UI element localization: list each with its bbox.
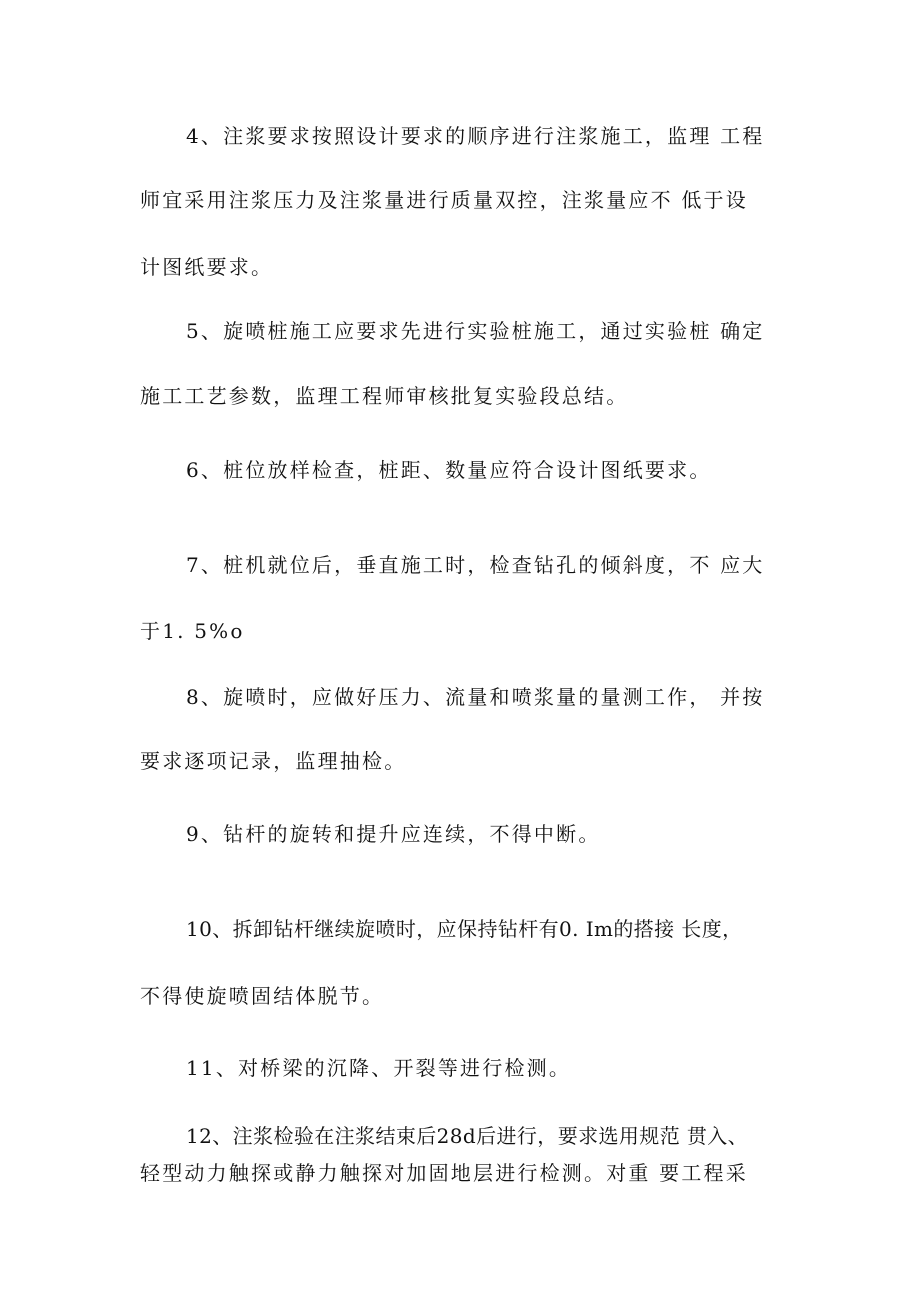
item-9-line-1: 9、钻杆的旋转和提升应连续，不得中断。 — [186, 822, 601, 846]
item-12-line-2: 轻型动力触探或静力触探对加固地层进行检测。对重 要工程采 — [140, 1161, 748, 1185]
item-7-line-1: 7、桩机就位后，垂直施工时，检查钻孔的倾斜度，不 应大 — [186, 553, 765, 577]
item-11-line-1: 11、对桥梁的沉降、开裂等进行检测。 — [186, 1056, 572, 1080]
item-6-line-1: 6、桩位放样检查，桩距、数量应符合设计图纸要求。 — [186, 458, 712, 482]
item-8-line-1: 8、旋喷时，应做好压力、流量和喷浆量的量测工作， 并按 — [186, 685, 765, 709]
item-10-line-1: 10、拆卸钻杆继续旋喷时，应保持钻杆有0. Im的搭接 长度， — [186, 917, 743, 941]
item-10-line-2: 不得使旋喷固结体脱节。 — [140, 984, 385, 1008]
item-5-line-2: 施工工艺参数，监理工程师审核批复实验段总结。 — [140, 384, 629, 408]
item-4-line-1: 4、注浆要求按照设计要求的顺序进行注浆施工，监理 工程 — [186, 124, 765, 148]
item-4-line-3: 计图纸要求。 — [140, 255, 274, 279]
item-4-line-2: 师宜采用注浆压力及注浆量进行质量双控，注浆量应不 低于设 — [140, 188, 748, 212]
item-7-line-2: 于1. 5%o — [140, 619, 245, 643]
item-8-line-2: 要求逐项记录，监理抽检。 — [140, 749, 407, 773]
item-5-line-1: 5、旋喷桩施工应要求先进行实验桩施工，通过实验桩 确定 — [186, 319, 765, 343]
item-12-line-1: 12、注浆检验在注浆结束后28d后进行，要求选用规范 贯入、 — [186, 1124, 749, 1148]
